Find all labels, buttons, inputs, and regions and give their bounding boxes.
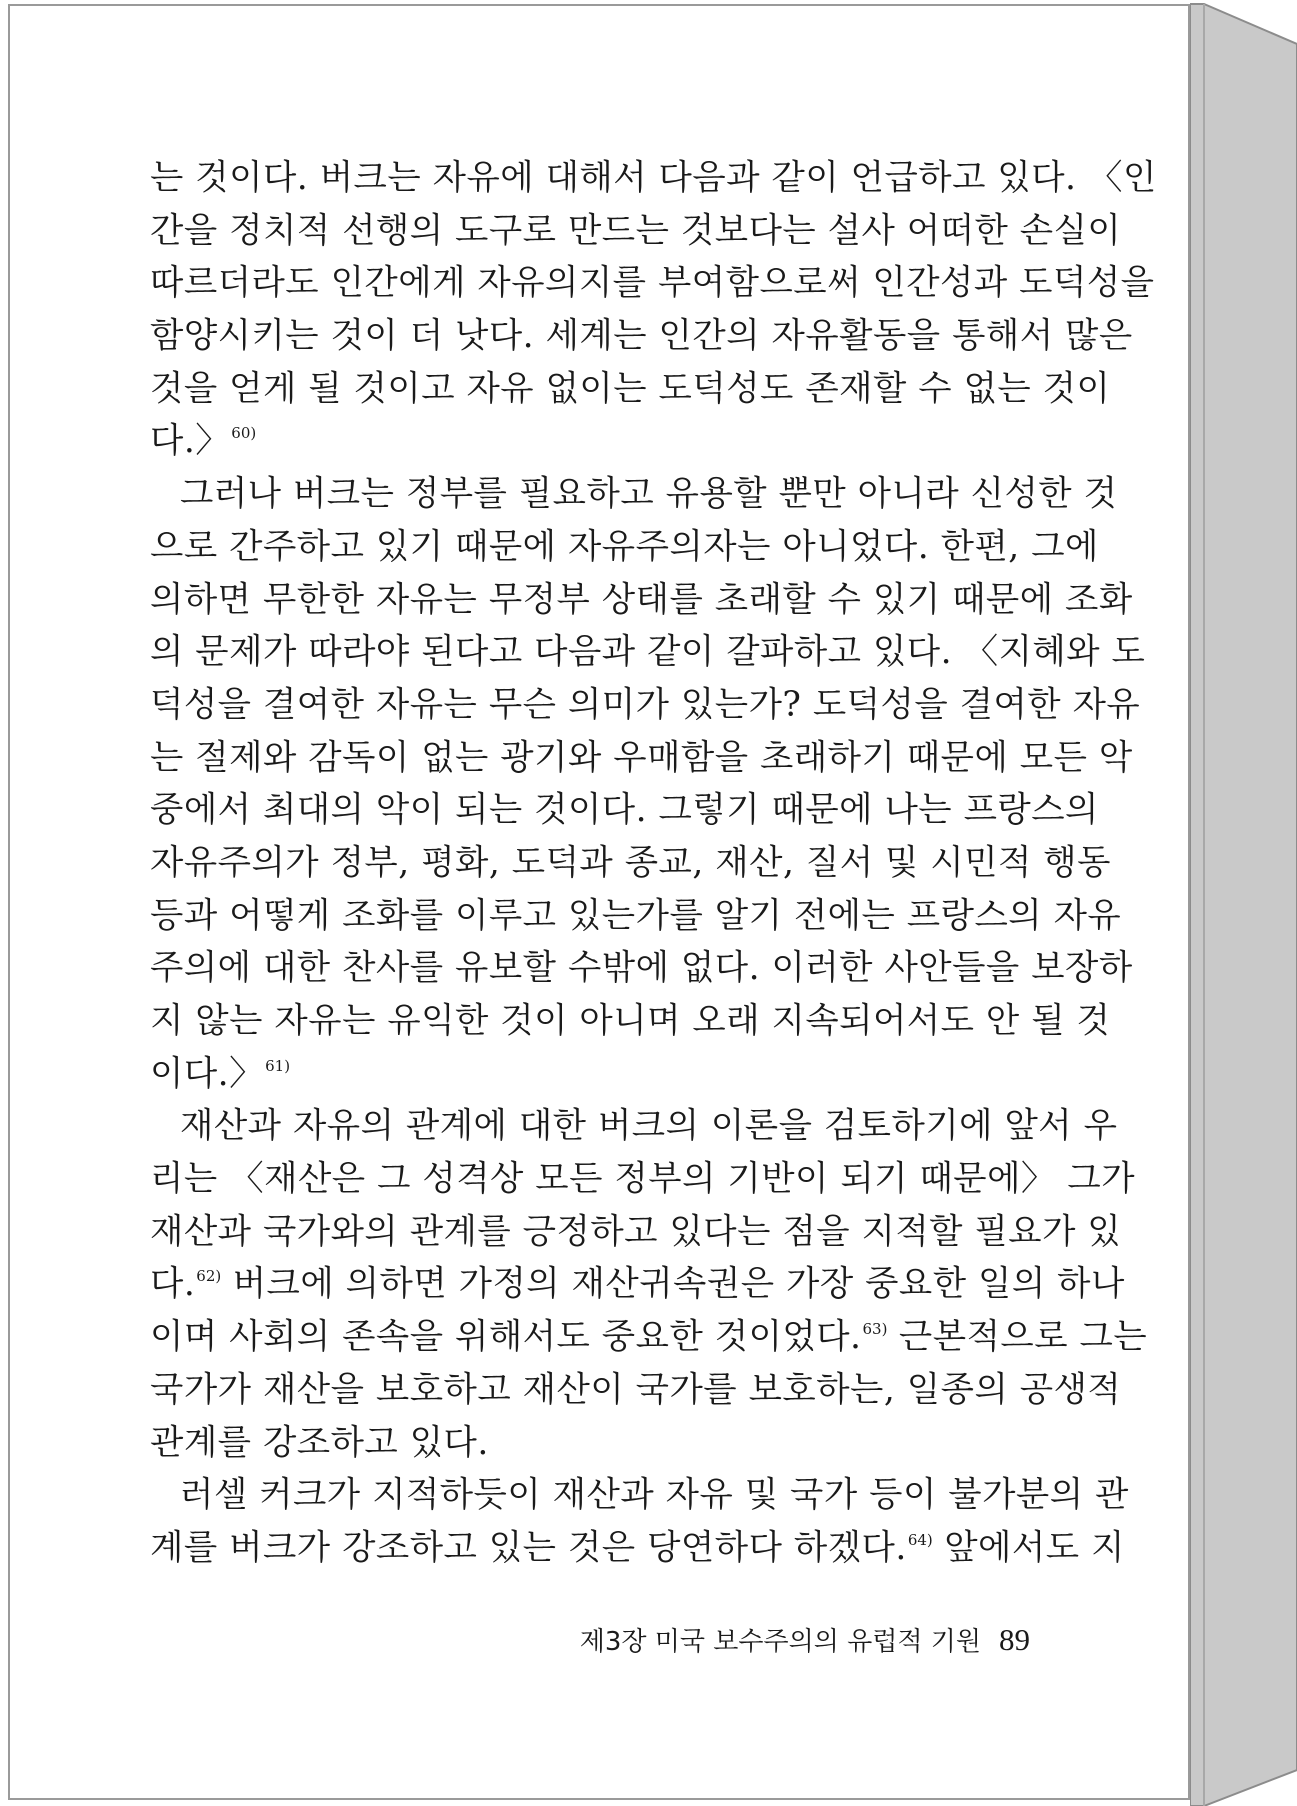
text-line: 다.$^{62)}$ 버크에 의하면 가정의 재산귀속권은 가장 중요한 일의 하나: [150, 1264, 1125, 1305]
text-line: 재산과 자유의 관계에 대한 버크의 이론을 검토하기에 앞서 우: [180, 1106, 1118, 1147]
text-line: 그러나 버크는 정부를 필요하고 유용할 뿐만 아니라 신성한 것: [180, 474, 1118, 515]
text-line: 의하면 무한한 자유는 무정부 상태를 초래할 수 있기 때문에 조화: [150, 579, 1133, 620]
text-line: 다.〉$^{60)}$: [150, 421, 257, 462]
text-line: 국가가 재산을 보호하고 재산이 국가를 보호하는, 일종의 공생적: [150, 1369, 1122, 1410]
footnote-marker: 63): [862, 1320, 888, 1339]
text-line: 간을 정치적 선행의 도구로 만드는 것보다는 설사 어떠한 손실이: [150, 210, 1122, 251]
text-line: 중에서 최대의 악이 되는 것이다. 그렇기 때문에 나는 프랑스의: [150, 790, 1099, 831]
text-line: 주의에 대한 찬사를 유보할 수밖에 없다. 이러한 사안들을 보장하: [150, 948, 1133, 989]
text-line: 관계를 강조하고 있다.: [150, 1422, 489, 1463]
footnote-marker: 60): [231, 424, 257, 443]
text-line: 함양시키는 것이 더 낫다. 세계는 인간의 자유활동을 통해서 많은: [150, 316, 1133, 357]
text-line: 것을 얻게 될 것이고 자유 없이는 도덕성도 존재할 수 없는 것이: [150, 368, 1111, 409]
text-line: 으로 간주하고 있기 때문에 자유주의자는 아니었다. 한편, 그에: [150, 526, 1099, 567]
text-line: 러셀 커크가 지적하듯이 재산과 자유 및 국가 등이 불가분의 관: [180, 1475, 1129, 1516]
footnote-marker: 62): [196, 1267, 222, 1286]
text-line: 자유주의가 정부, 평화, 도덕과 종교, 재산, 질서 및 시민적 행동: [150, 842, 1111, 883]
text-line: 지 않는 자유는 유익한 것이 아니며 오래 지속되어서도 안 될 것: [150, 1001, 1111, 1041]
text-line: 이며 사회의 존속을 위해서도 중요한 것이었다.$^{63)}$ 근본적으로 그는: [150, 1317, 1148, 1358]
page-footer: [570, 1621, 1030, 1658]
text-line: 등과 어떻게 조화를 이루고 있는가를 알기 전에는 프랑스의 자유: [150, 895, 1122, 936]
text-line: 계를 버크가 강조하고 있는 것은 당연하다 하겠다.$^{64)}$ 앞에서도 지: [150, 1527, 1125, 1568]
text-line: 의 문제가 따라야 된다고 다음과 같이 갈파하고 있다. 〈지혜와 도: [150, 632, 1146, 673]
text-line: 는 것이다. 버크는 자유에 대해서 다음과 같이 언급하고 있다. 〈인: [150, 158, 1157, 198]
footnote-marker: 61): [265, 1056, 291, 1075]
running-footer-chapter: 제3장 미국 보수주의의 유럽적 기원: [579, 1627, 981, 1657]
text-line: 는 절제와 감독이 없는 광기와 우매함을 초래하기 때문에 모든 악: [150, 737, 1133, 778]
text-line: 덕성을 결여한 자유는 무슨 의미가 있는가? 도덕성을 결여한 자유: [150, 684, 1141, 725]
text-line: 이다.〉$^{61)}$: [150, 1053, 291, 1094]
book-spine: [1190, 0, 1297, 1806]
body-text: [150, 152, 1157, 1575]
text-line: 리는 〈재산은 그 성격상 모든 정부의 기반이 되기 때문에〉 그가: [150, 1159, 1136, 1200]
book-page: [8, 4, 1190, 1800]
text-line: 따르더라도 인간에게 자유의지를 부여함으로써 인간성과 도덕성을: [150, 263, 1155, 304]
text-line: 재산과 국가와의 관계를 긍정하고 있다는 점을 지적할 필요가 있: [150, 1211, 1122, 1252]
page-number: 89: [999, 1622, 1030, 1657]
footnote-marker: 64): [907, 1530, 933, 1549]
